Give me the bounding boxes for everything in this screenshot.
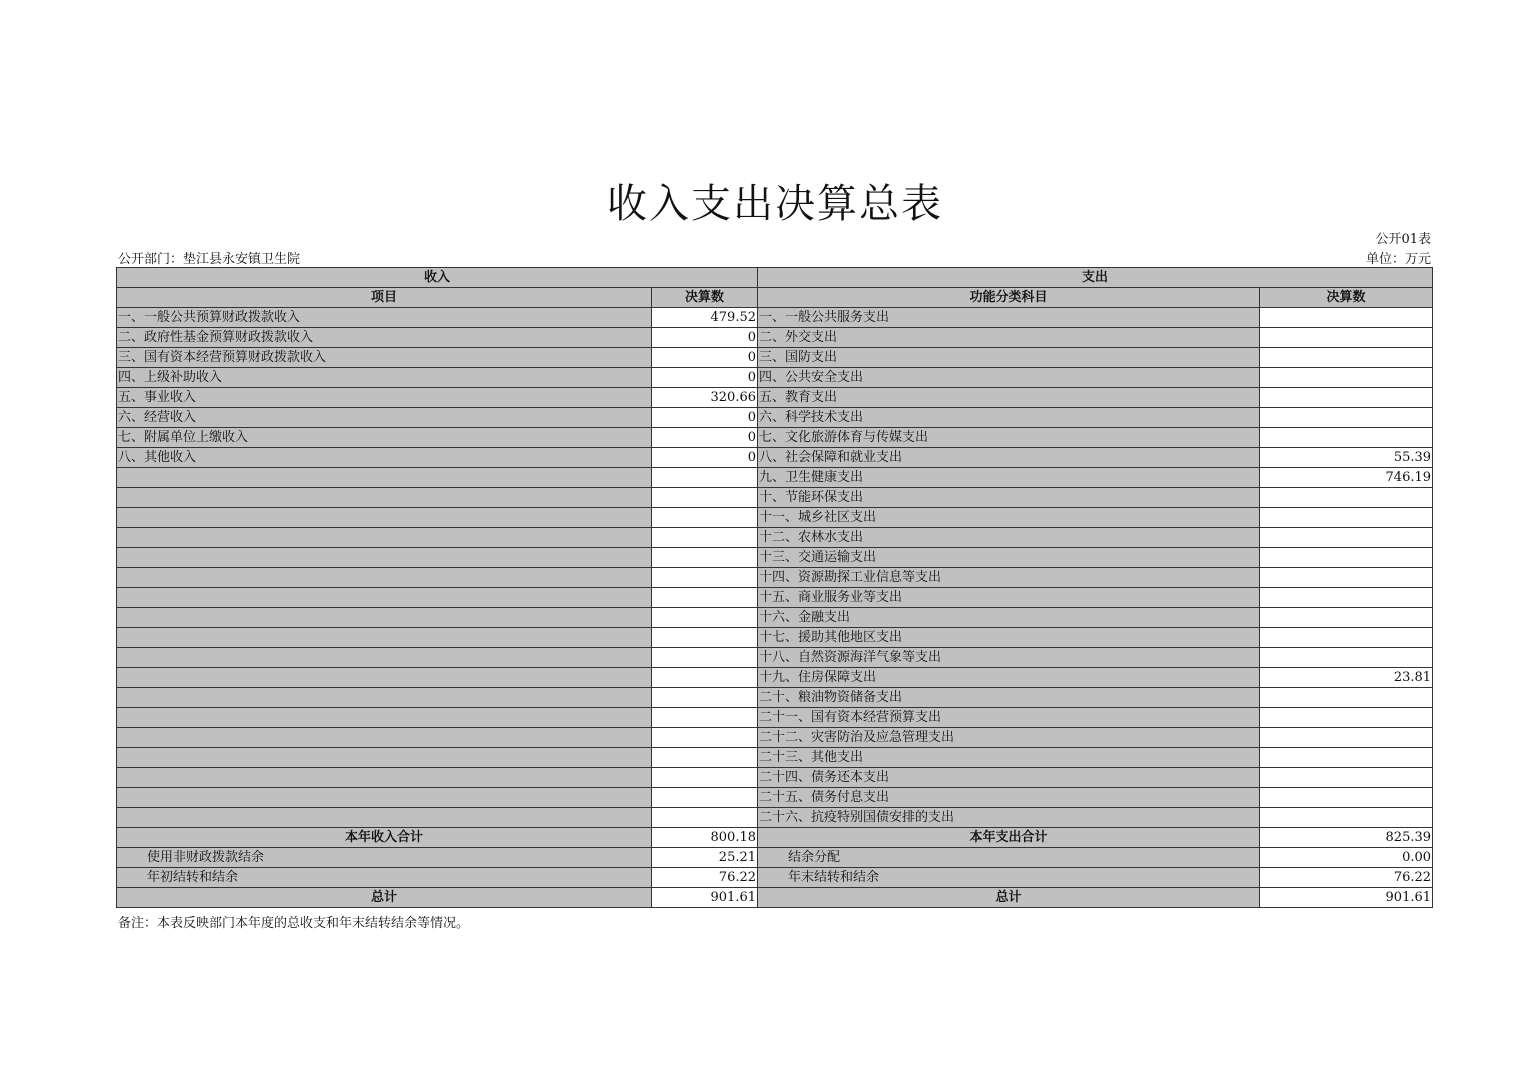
total-row <box>117 828 1433 848</box>
income-value: 0 <box>652 428 758 448</box>
income-value <box>652 568 758 588</box>
expense-value <box>1260 628 1433 648</box>
income-value <box>652 648 758 668</box>
expense-item: 十九、住房保障支出 <box>758 668 1260 688</box>
table-row <box>117 348 1433 368</box>
income-item: 八、其他收入 <box>117 448 652 468</box>
grand-expense-value: 901.61 <box>1260 888 1433 908</box>
table-row <box>117 448 1433 468</box>
income-item <box>117 748 652 768</box>
income-item <box>117 568 652 588</box>
income-total-value: 800.18 <box>652 828 758 848</box>
expense-item: 十、节能环保支出 <box>758 488 1260 508</box>
expense-value <box>1260 348 1433 368</box>
income-value <box>652 628 758 648</box>
income-item <box>117 468 652 488</box>
expense-amount-column-header: 决算数 <box>1260 288 1433 308</box>
table-row <box>117 588 1433 608</box>
grand-expense-label: 总计 <box>758 888 1260 908</box>
expense-item: 二十六、抗疫特别国债安排的支出 <box>758 808 1260 828</box>
expense-item: 十一、城乡社区支出 <box>758 508 1260 528</box>
income-value: 0 <box>652 348 758 368</box>
expense-item: 五、教育支出 <box>758 388 1260 408</box>
income-value <box>652 728 758 748</box>
grand-income-value: 901.61 <box>652 888 758 908</box>
non-fiscal-balance-label: 使用非财政拨款结余 <box>117 848 652 868</box>
expense-item: 三、国防支出 <box>758 348 1260 368</box>
income-total-label: 本年收入合计 <box>117 828 652 848</box>
surplus-distribution-value: 0.00 <box>1260 848 1433 868</box>
expense-value: 23.81 <box>1260 668 1433 688</box>
income-value <box>652 748 758 768</box>
footnote: 备注：本表反映部门本年度的总收支和年末结转结余等情况。 <box>118 916 470 931</box>
income-item <box>117 508 652 528</box>
budget-table <box>116 267 1433 908</box>
income-value <box>652 608 758 628</box>
income-value: 320.66 <box>652 388 758 408</box>
income-item <box>117 688 652 708</box>
non-fiscal-balance-value: 25.21 <box>652 848 758 868</box>
table-header-group <box>117 268 1433 288</box>
table-row <box>117 748 1433 768</box>
expense-value <box>1260 328 1433 348</box>
expense-value <box>1260 608 1433 628</box>
expense-item: 二十一、国有资本经营预算支出 <box>758 708 1260 728</box>
income-value <box>652 488 758 508</box>
income-item: 三、国有资本经营预算财政拨款收入 <box>117 348 652 368</box>
income-value: 0 <box>652 448 758 468</box>
income-item <box>117 488 652 508</box>
income-amount-column-header: 决算数 <box>652 288 758 308</box>
expense-item: 六、科学技术支出 <box>758 408 1260 428</box>
income-value <box>652 808 758 828</box>
table-row <box>117 528 1433 548</box>
balance-row <box>117 848 1433 868</box>
expense-value <box>1260 768 1433 788</box>
table-row <box>117 628 1433 648</box>
income-item <box>117 728 652 748</box>
income-item: 七、附属单位上缴收入 <box>117 428 652 448</box>
income-value <box>652 468 758 488</box>
expense-value <box>1260 688 1433 708</box>
table-row <box>117 428 1433 448</box>
expense-item: 九、卫生健康支出 <box>758 468 1260 488</box>
expense-item: 二十五、债务付息支出 <box>758 788 1260 808</box>
page-title: 收入支出决算总表 <box>607 181 943 227</box>
table-row <box>117 308 1433 328</box>
income-header: 收入 <box>117 268 758 288</box>
expense-item: 二十二、灾害防治及应急管理支出 <box>758 728 1260 748</box>
function-column-header: 功能分类科目 <box>758 288 1260 308</box>
income-value <box>652 688 758 708</box>
income-value <box>652 528 758 548</box>
table-row <box>117 468 1433 488</box>
income-item <box>117 768 652 788</box>
income-item <box>117 628 652 648</box>
expense-value <box>1260 308 1433 328</box>
income-value <box>652 588 758 608</box>
expense-item: 十七、援助其他地区支出 <box>758 628 1260 648</box>
expense-item: 十六、金融支出 <box>758 608 1260 628</box>
expense-value <box>1260 508 1433 528</box>
expense-item: 八、社会保障和就业支出 <box>758 448 1260 468</box>
income-value <box>652 768 758 788</box>
expense-value <box>1260 528 1433 548</box>
expense-value <box>1260 548 1433 568</box>
table-row <box>117 608 1433 628</box>
income-item <box>117 528 652 548</box>
income-item <box>117 588 652 608</box>
table-row <box>117 648 1433 668</box>
grand-total-row <box>117 888 1433 908</box>
item-column-header: 项目 <box>117 288 652 308</box>
income-value <box>652 788 758 808</box>
table-row <box>117 668 1433 688</box>
expense-value <box>1260 808 1433 828</box>
income-item <box>117 608 652 628</box>
expense-header: 支出 <box>758 268 1433 288</box>
expense-value <box>1260 588 1433 608</box>
table-row <box>117 408 1433 428</box>
table-row <box>117 368 1433 388</box>
income-value <box>652 508 758 528</box>
begin-carryover-value: 76.22 <box>652 868 758 888</box>
table-row <box>117 328 1433 348</box>
income-item <box>117 668 652 688</box>
expense-value <box>1260 708 1433 728</box>
income-value <box>652 668 758 688</box>
income-value: 0 <box>652 408 758 428</box>
income-item: 五、事业收入 <box>117 388 652 408</box>
income-item <box>117 708 652 728</box>
income-value: 479.52 <box>652 308 758 328</box>
income-item <box>117 788 652 808</box>
income-item <box>117 648 652 668</box>
table-row <box>117 788 1433 808</box>
end-carryover-label: 年末结转和结余 <box>758 868 1260 888</box>
surplus-distribution-label: 结余分配 <box>758 848 1260 868</box>
table-row <box>117 508 1433 528</box>
expense-item: 二十三、其他支出 <box>758 748 1260 768</box>
begin-carryover-label: 年初结转和结余 <box>117 868 652 888</box>
expense-total-value: 825.39 <box>1260 828 1433 848</box>
expense-value <box>1260 748 1433 768</box>
end-carryover-value: 76.22 <box>1260 868 1433 888</box>
table-row <box>117 548 1433 568</box>
income-value: 0 <box>652 328 758 348</box>
income-item: 六、经营收入 <box>117 408 652 428</box>
income-item: 四、上级补助收入 <box>117 368 652 388</box>
table-row <box>117 388 1433 408</box>
table-row <box>117 708 1433 728</box>
expense-value <box>1260 488 1433 508</box>
expense-item: 十三、交通运输支出 <box>758 548 1260 568</box>
form-number: 公开01表 <box>1375 232 1431 247</box>
expense-item: 二十四、债务还本支出 <box>758 768 1260 788</box>
income-value <box>652 708 758 728</box>
grand-income-label: 总计 <box>117 888 652 908</box>
table-row <box>117 728 1433 748</box>
expense-item: 十二、农林水支出 <box>758 528 1260 548</box>
income-value: 0 <box>652 368 758 388</box>
expense-item: 十四、资源勘探工业信息等支出 <box>758 568 1260 588</box>
expense-value: 55.39 <box>1260 448 1433 468</box>
table-row <box>117 768 1433 788</box>
unit-label: 单位：万元 <box>1365 252 1431 267</box>
table-header-row <box>117 288 1433 308</box>
expense-total-label: 本年支出合计 <box>758 828 1260 848</box>
expense-value <box>1260 388 1433 408</box>
expense-value: 746.19 <box>1260 468 1433 488</box>
expense-value <box>1260 788 1433 808</box>
expense-item: 一、一般公共服务支出 <box>758 308 1260 328</box>
table-row <box>117 568 1433 588</box>
expense-value <box>1260 648 1433 668</box>
expense-value <box>1260 568 1433 588</box>
income-item <box>117 548 652 568</box>
expense-item: 十五、商业服务业等支出 <box>758 588 1260 608</box>
expense-value <box>1260 368 1433 388</box>
table-row <box>117 488 1433 508</box>
income-item: 二、政府性基金预算财政拨款收入 <box>117 328 652 348</box>
expense-value <box>1260 728 1433 748</box>
expense-item: 二、外交支出 <box>758 328 1260 348</box>
expense-item: 七、文化旅游体育与传媒支出 <box>758 428 1260 448</box>
table-row <box>117 688 1433 708</box>
expense-item: 十八、自然资源海洋气象等支出 <box>758 648 1260 668</box>
department-label: 公开部门：垫江县永安镇卫生院 <box>118 252 301 267</box>
expense-value <box>1260 408 1433 428</box>
carryover-row <box>117 868 1433 888</box>
expense-item: 二十、粮油物资储备支出 <box>758 688 1260 708</box>
income-value <box>652 548 758 568</box>
expense-item: 四、公共安全支出 <box>758 368 1260 388</box>
income-item: 一、一般公共预算财政拨款收入 <box>117 308 652 328</box>
income-item <box>117 808 652 828</box>
expense-value <box>1260 428 1433 448</box>
table-row <box>117 808 1433 828</box>
